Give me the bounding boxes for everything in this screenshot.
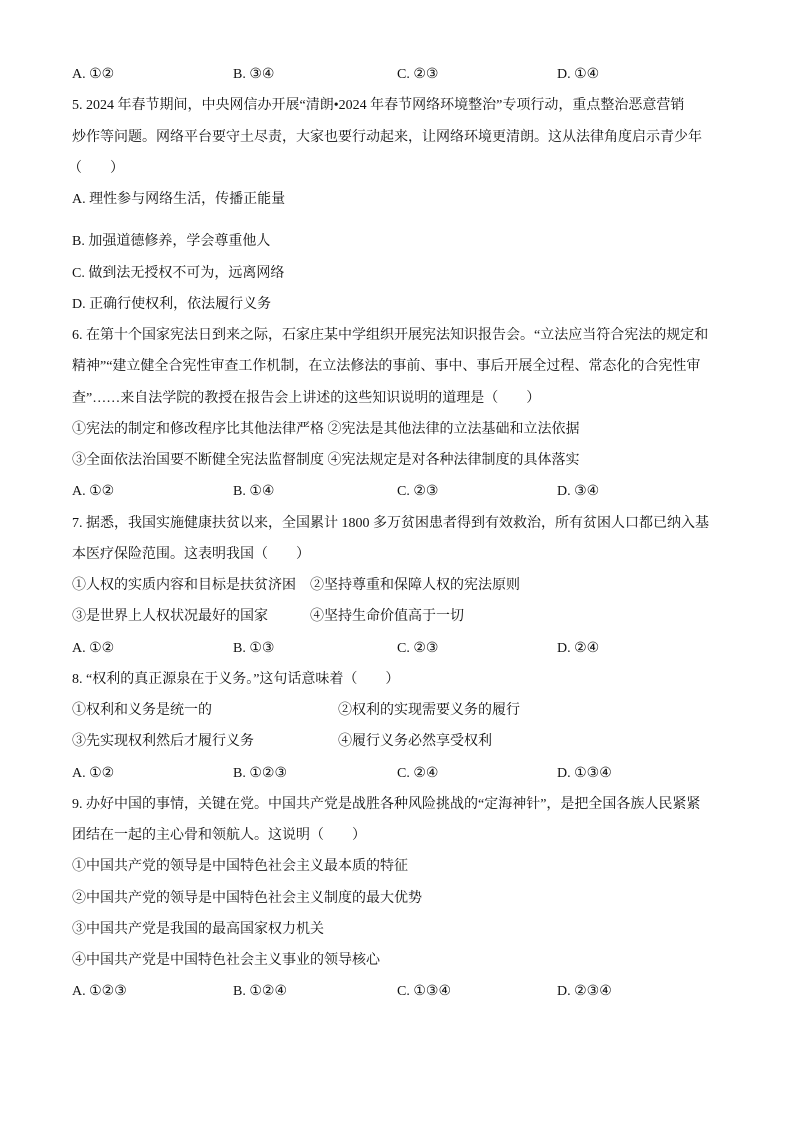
statement-row: [72, 726, 794, 757]
question-stem-line: 7. 据悉，我国实施健康扶贫以来，全国累计 1800 多万贫困患者得到有效救治，所有贫困人口都已纳入基: [72, 515, 709, 531]
option-d: D. ①③④: [557, 765, 612, 781]
question-stem-line: 团结在一起的主心骨和领航人。这说明（ ）: [72, 828, 366, 843]
question-9: [72, 789, 794, 1008]
option-a: A. ①②: [72, 765, 115, 781]
option-b: B. ③④: [233, 67, 275, 82]
option-a: A. ①②: [72, 640, 115, 656]
question-7-options: [72, 633, 794, 664]
option-b: B. 加强道德修养，学会尊重他人: [72, 234, 271, 250]
option-d: D. ②④: [557, 640, 600, 656]
option-c: C. ②④: [397, 765, 439, 781]
question-6: [72, 320, 794, 508]
option-d: D. ②③④: [557, 984, 612, 1000]
question-9-options: [72, 976, 794, 1007]
statement-line: ②中国共产党的领导是中国特色社会主义制度的最大优势: [72, 890, 422, 906]
option-c: C. ②③: [397, 484, 439, 500]
question-stem-line: 查”……来自法学院的教授在报告会上讲述的这些知识说明的道理是（ ）: [72, 390, 541, 406]
option-a: A. 理性参与网络生活，传播正能量: [72, 192, 286, 207]
option-d: D. ①④: [557, 67, 600, 82]
question-5: [68, 90, 794, 320]
question-stem-line: 6. 在第十个国家宪法日到来之际，石家庄某中学组织开展宪法知识报告会。“立法应当符合宪法的规定和: [72, 328, 709, 343]
question-6-options: [72, 476, 794, 507]
question-stem-line: 炒作等问题。网络平台要守土尽责，大家也要行动起来，让网络环境更清朗。这从法律角度启示青少年: [72, 129, 702, 145]
statement-line: ①宪法的制定和修改程序比其他法律严格 ②宪法是其他法律的立法基础和立法依据: [72, 421, 580, 437]
option-c: C. ②③: [397, 67, 439, 82]
question-stem-line: 9. 办好中国的事情，关键在党。中国共产党是战胜各种风险挑战的“定海神针”，是把全国各族人民紧紧: [72, 796, 701, 812]
statement-4: ④履行义务必然享受权利: [338, 734, 492, 750]
question-stem-line: 5. 2024 年春节期间，中央网信办开展“清朗•2024 年春节网络环境整治”专项行动，重点整治恶意营销: [72, 98, 685, 114]
option-c: C. ①③④: [397, 984, 451, 1000]
question-8-options: [72, 758, 794, 789]
statement-1: ①权利和义务是统一的: [72, 703, 212, 718]
question-8: [72, 664, 794, 789]
option-c: C. 做到法无授权不可为，远离网络: [72, 265, 285, 281]
question-4-options: [72, 59, 794, 90]
question-stem-line: 精神”“建立健全合宪性审查工作机制，在立法修法的事前、事中、事后开展全过程、常态化的合宪性审: [72, 359, 701, 375]
answer-blank: （ ）: [68, 160, 124, 176]
statement-line: ③中国共产党是我国的最高国家权力机关: [72, 921, 324, 937]
option-a: A. ①②③: [72, 984, 127, 1000]
option-d: D. 正确行使权利，依法履行义务: [72, 296, 272, 312]
option-a: A. ①②: [72, 484, 115, 500]
statement-line: ③全面依法治国要不断健全宪法监督制度 ④宪法规定是对各种法律制度的具体落实: [72, 453, 580, 468]
statement-line: ③是世界上人权状况最好的国家 ④坚持生命价值高于一切: [72, 609, 464, 625]
option-b: B. ①②④: [233, 984, 287, 1000]
question-stem-line: 本医疗保险范围。这表明我国（ ）: [72, 546, 310, 562]
question-7: [72, 508, 794, 664]
statement-3: ③先实现权利然后才履行义务: [72, 734, 254, 750]
statement-2: ②权利的实现需要义务的履行: [338, 703, 520, 718]
option-d: D. ③④: [557, 484, 600, 500]
statement-line: ④中国共产党是中国特色社会主义事业的领导核心: [72, 953, 380, 968]
option-b: B. ①②③: [233, 765, 287, 781]
statement-row: [72, 695, 794, 726]
option-b: B. ①③: [233, 640, 275, 656]
statement-line: ①中国共产党的领导是中国特色社会主义最本质的特征: [72, 859, 408, 875]
statement-line: ①人权的实质内容和目标是扶贫济困 ②坚持尊重和保障人权的宪法原则: [72, 578, 520, 593]
option-b: B. ①④: [233, 484, 275, 500]
option-c: C. ②③: [397, 640, 439, 656]
option-a: A. ①②: [72, 67, 115, 82]
question-stem-line: 8. “权利的真正源泉在于义务。”这句话意味着（ ）: [72, 671, 400, 687]
